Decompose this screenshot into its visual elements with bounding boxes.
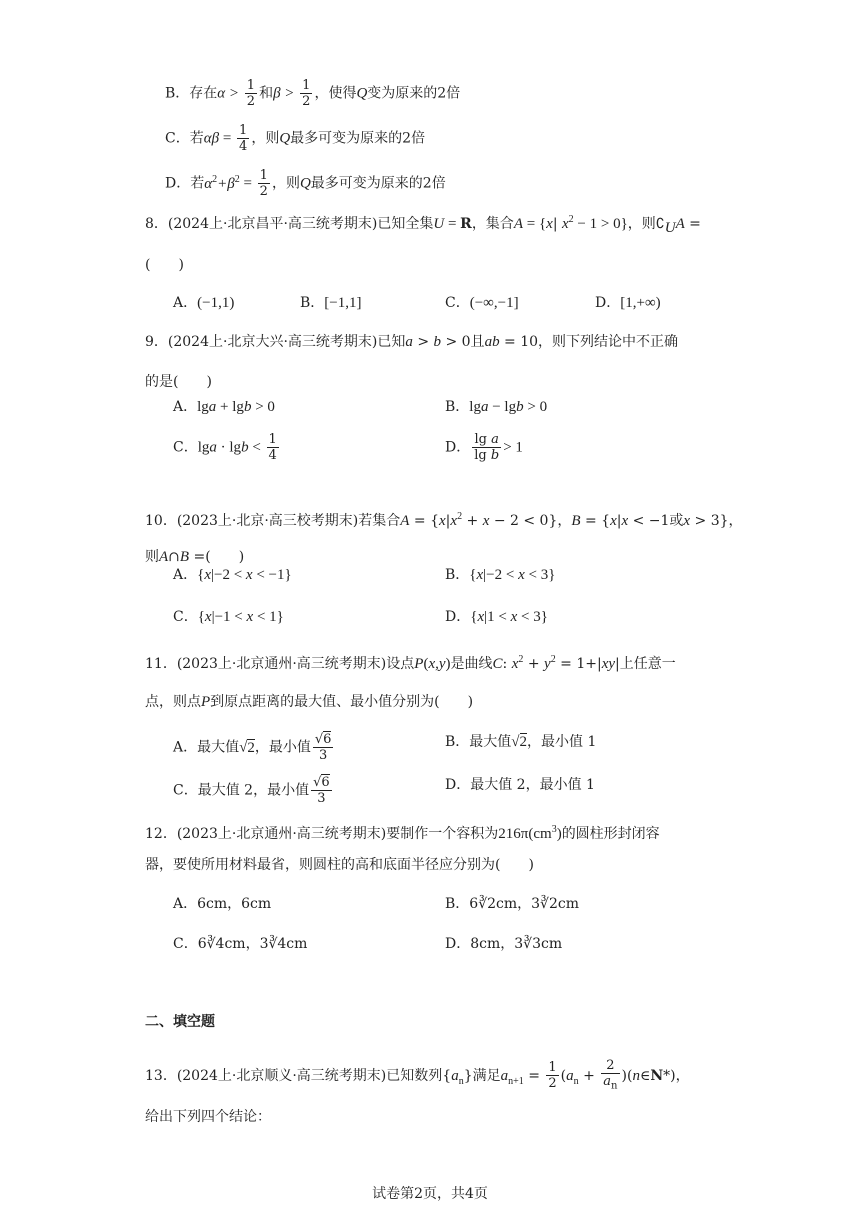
q10-stem: 10．(2023上·北京·高三校考期末)若集合$A = \{x|x^2 + x - 2 < 0\}$，B = {x|x < −1或x > 3}， bbox=[145, 511, 743, 529]
q12-option-b: B．6∛2cm，3∛2cm bbox=[445, 896, 579, 912]
q13-stem: 13．(2024上·北京顺义·高三统考期末)已知数列$\{a_n\}$满足$a_{n+1}$ = $\frac{1}{2}$ ($a_n$ + $\frac{2}{a_n}$ )(n∈N*)， bbox=[145, 1058, 690, 1092]
q12-stem: 12．(2023上·北京通州·高三统考期末)要制作一个容积为$216\pi(cm^3)$的圆柱形封闭容 bbox=[145, 824, 660, 842]
q9-option-c: C．lga · lgb < $\frac{1}{4}$ bbox=[173, 432, 277, 463]
q9-option-b: B．lga − lgb > 0 bbox=[445, 399, 548, 415]
q8-option-c: C．(−∞,−1] bbox=[445, 295, 519, 311]
q8-option-a: A．(−1,1) bbox=[173, 295, 235, 311]
q11-option-c: C．最大值 2，最小值 $\frac{√6}{3}$ bbox=[173, 775, 330, 806]
q10-option-a: A．{x|−2 < x < −1} bbox=[173, 567, 292, 583]
q12-option-d: D．8cm，3∛3cm bbox=[445, 936, 563, 952]
q12-stem2: 器，要使所用材料最省，则圆柱的高和底面半径应分别为( ) bbox=[145, 857, 534, 873]
q8-option-d: D．[1,+∞) bbox=[595, 295, 661, 311]
q13-stem2: 给出下列四个结论： bbox=[145, 1109, 271, 1125]
q12-option-c: C．6∛4cm，3∛4cm bbox=[173, 936, 308, 952]
page-footer: 试卷第2页，共4页 bbox=[372, 1186, 488, 1202]
q10-option-c: C．{x|−1 < x < 1} bbox=[173, 609, 284, 625]
q11-option-d: D．最大值 2，最小值 1 bbox=[445, 777, 595, 793]
q7-option-b: B．存在α > $\frac{1}{2}$ 和β > $\frac{1}{2}$ ，使得Q变为原来的2倍 bbox=[165, 78, 461, 109]
q12-option-a: A．6cm，6cm bbox=[173, 896, 272, 912]
q10-stem2: 则A∩B =( ) bbox=[145, 549, 245, 565]
q7-option-c: C．若αβ = $\frac{1}{4}$ ，则Q最多可变为原来的2倍 bbox=[165, 123, 426, 154]
q9-option-d: D． $\frac{\text{lg a}}{\text{lg b}}$ > 1 bbox=[445, 432, 523, 463]
q10-option-b: B．{x|−2 < x < 3} bbox=[445, 567, 556, 583]
q11-stem2: 点，则点P到原点距离的最大值、最小值分别为( ) bbox=[145, 694, 474, 710]
q8-option-b: B．[−1,1] bbox=[300, 295, 362, 311]
q10-option-d: D．{x|1 < x < 3} bbox=[445, 609, 548, 625]
q9-option-a: A．lga + lgb > 0 bbox=[173, 399, 275, 415]
q7-option-d: D．若$\alpha^2+\beta^2$ = $\frac{1}{2}$ ，则Q最多可变为原来的2倍 bbox=[165, 168, 446, 199]
q9-stem: 9．(2024上·北京大兴·高三统考期末)已知a > b > 0且ab = 10，则下列结论中不正确 bbox=[145, 334, 679, 350]
q8-paren: ( ) bbox=[145, 257, 184, 273]
q11-option-a: A．最大值√2，最小值 $\frac{√6}{3}$ bbox=[173, 732, 332, 763]
q9-stem2: 的是( ) bbox=[145, 374, 212, 390]
section-title: 二、填空题 bbox=[145, 1014, 215, 1030]
q8-stem: 8．(2024上·北京昌平·高三统考期末)已知全集U = R，集合A = {x| $x^2 - 1 > 0$}，则$∁_UA$ = bbox=[145, 214, 701, 236]
q11-option-b: B．最大值√2，最小值 1 bbox=[445, 734, 597, 750]
q11-stem: 11．(2023上·北京通州·高三统考期末)设点P(x,y)是曲线C: $x^2 + y^2 = 1+|xy|$上任意一 bbox=[145, 654, 676, 672]
